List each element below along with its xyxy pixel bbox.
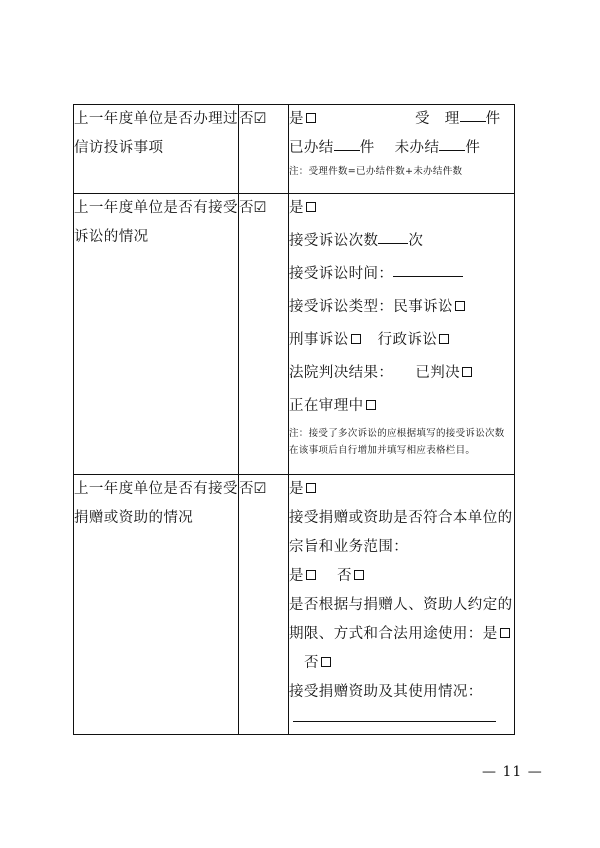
lawsuit-time-blank[interactable] xyxy=(393,266,463,277)
lawsuit-count-blank[interactable] xyxy=(378,233,408,244)
judged-checkbox[interactable] xyxy=(462,367,472,377)
usage-no-label: 否 xyxy=(304,655,319,671)
answer-petition xyxy=(289,105,515,194)
answer-donation xyxy=(289,475,515,735)
no-checked-lawsuit[interactable]: 否☑ xyxy=(239,194,289,475)
yes-checkbox[interactable] xyxy=(306,113,316,123)
yes-label: 是 xyxy=(289,200,304,216)
usage-yes-checkbox[interactable] xyxy=(500,628,510,638)
open-unit: 件 xyxy=(465,140,481,156)
admin-checkbox[interactable] xyxy=(439,334,449,344)
scope-question: 接受捐赠或资助是否符合本单位的宗旨和业务范围： xyxy=(289,510,513,555)
question-lawsuit: 上一年度单位是否有接受诉讼的情况 xyxy=(74,194,239,475)
scope-yes-label: 是 xyxy=(289,568,304,584)
yes-label: 是 xyxy=(289,111,304,127)
yes-label: 是 xyxy=(289,481,304,497)
yes-checkbox[interactable] xyxy=(306,202,316,212)
usage-yes-label: 是 xyxy=(482,626,498,642)
no-checked-donation[interactable]: 否☑ xyxy=(239,475,289,735)
accept-unit: 件 xyxy=(485,111,501,127)
scope-no-label: 否 xyxy=(336,568,352,584)
open-count-blank[interactable] xyxy=(439,140,465,151)
details-label: 接受捐赠资助及其使用情况： xyxy=(289,684,483,700)
row-donation xyxy=(74,475,515,735)
row-lawsuit xyxy=(74,194,515,475)
accept-count-blank[interactable] xyxy=(460,111,486,122)
civil-checkbox[interactable] xyxy=(455,301,465,311)
yes-checkbox[interactable] xyxy=(306,483,316,493)
closed-unit: 件 xyxy=(359,140,375,156)
question-donation: 上一年度单位是否有接受捐赠或资助的情况 xyxy=(74,475,239,735)
scope-yes-checkbox[interactable] xyxy=(306,570,316,580)
lawsuit-time-label: 接受诉讼时间： xyxy=(289,266,394,282)
criminal-checkbox[interactable] xyxy=(351,334,361,344)
question-petition: 上一年度单位是否办理过信访投诉事项 xyxy=(74,105,239,194)
lawsuit-count-label: 接受诉讼次数 xyxy=(289,233,379,249)
pending-checkbox[interactable] xyxy=(366,400,376,410)
scope-no-checkbox[interactable] xyxy=(354,570,364,580)
pending-label: 正在审理中 xyxy=(289,398,364,414)
judged-label: 已判决 xyxy=(415,365,461,381)
open-label: 未办结 xyxy=(394,140,440,156)
criminal-label: 刑事诉讼 xyxy=(289,332,349,348)
page-number: — 11 — xyxy=(482,764,543,780)
lawsuit-type-label: 接受诉讼类型：民事诉讼 xyxy=(289,299,453,315)
admin-label: 行政诉讼 xyxy=(377,332,438,348)
report-form-table xyxy=(73,104,515,735)
closed-count-blank[interactable] xyxy=(334,140,360,151)
lawsuit-count-unit: 次 xyxy=(408,233,424,249)
usage-question-line xyxy=(289,591,514,678)
note-petition: 注：受理件数=已办结件数+未办结件数 xyxy=(289,166,463,177)
usage-question: 是否根据与捐赠人、资助人约定的期限、方式和合法用途使用： xyxy=(289,597,513,642)
usage-no-checkbox[interactable] xyxy=(321,657,331,667)
no-checked-petition[interactable]: 否☑ xyxy=(239,105,289,194)
accept-label: 受 理 xyxy=(414,111,460,127)
details-blank-line[interactable] xyxy=(293,721,496,722)
row-petition xyxy=(74,105,515,194)
closed-label: 已办结 xyxy=(289,140,334,156)
answer-lawsuit xyxy=(289,194,515,475)
note-lawsuit: 注：接受了多次诉讼的应根据填写的接受诉讼次数在该事项后自行增加并填写相应表格栏目。 xyxy=(289,428,505,456)
verdict-label: 法院判决结果： xyxy=(289,365,394,381)
